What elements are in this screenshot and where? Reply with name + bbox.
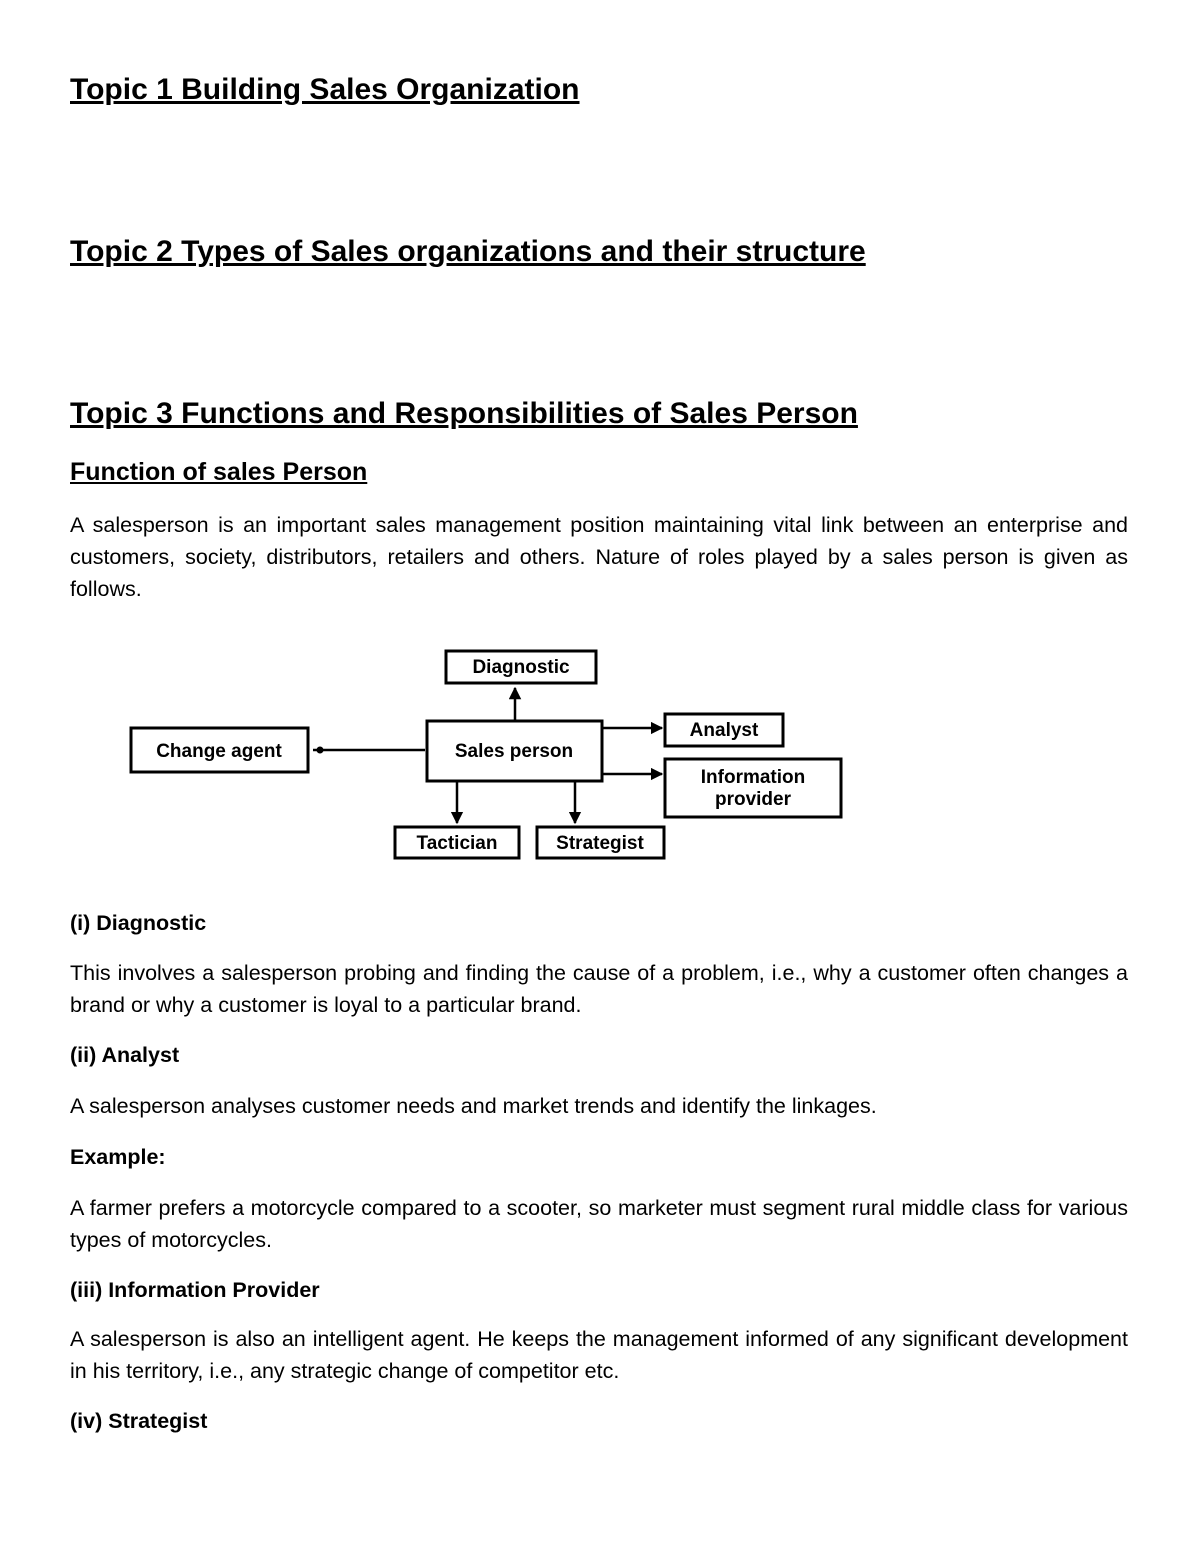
information-provider-box-label-line2: provider <box>714 789 792 810</box>
analyst-paragraph: A salesperson analyses customer needs and market trends and identify the linkages. <box>70 1094 877 1118</box>
tactician-box-label: Tactician <box>416 833 498 854</box>
intro-paragraph: A salesperson is an important sales management position maintaining vital link between an enterprise and customers, society, distributors, retailers and others. Nature of roles played by a sales person is given as follows. <box>70 513 1128 601</box>
analyst-box-label: Analyst <box>689 720 759 741</box>
topic-2-heading: Topic 2 Types of Sales organizations and their structure <box>70 235 866 268</box>
diagnostic-paragraph: This involves a salesperson probing and finding the cause of a problem, i.e., why a customer often changes a brand or why a customer is loyal to a particular brand. <box>70 961 1128 1017</box>
information-provider-box-label-line1: Information <box>700 767 806 788</box>
information-provider-paragraph: A salesperson is also an intelligent agent. He keeps the management informed of any significant development in his territory, i.e., any strategic change of competitor etc. <box>70 1327 1128 1383</box>
connector-dot <box>317 747 324 754</box>
topic-3-heading: Topic 3 Functions and Responsibilities of Sales Person <box>70 397 858 430</box>
function-of-sales-person-heading: Function of sales Person <box>70 458 368 486</box>
sales-person-box-label: Sales person <box>454 741 574 762</box>
sales-person-roles-diagram <box>120 640 860 870</box>
strategist-box-label: Strategist <box>556 833 644 854</box>
diagnostic-box-label: Diagnostic <box>472 657 570 678</box>
example-paragraph: A farmer prefers a motorcycle compared to a scooter, so marketer must segment rural middle class for various types of motorcycles. <box>70 1196 1128 1252</box>
change-agent-box-label: Change agent <box>156 741 282 762</box>
topic-1-heading: Topic 1 Building Sales Organization <box>70 73 580 106</box>
information-provider-label: (iii) Information Provider <box>70 1278 320 1302</box>
analyst-label: (ii) Analyst <box>70 1043 180 1067</box>
example-label: Example: <box>70 1145 166 1169</box>
strategist-label: (iv) Strategist <box>70 1409 208 1433</box>
diagnostic-label: (i) Diagnostic <box>70 911 207 935</box>
